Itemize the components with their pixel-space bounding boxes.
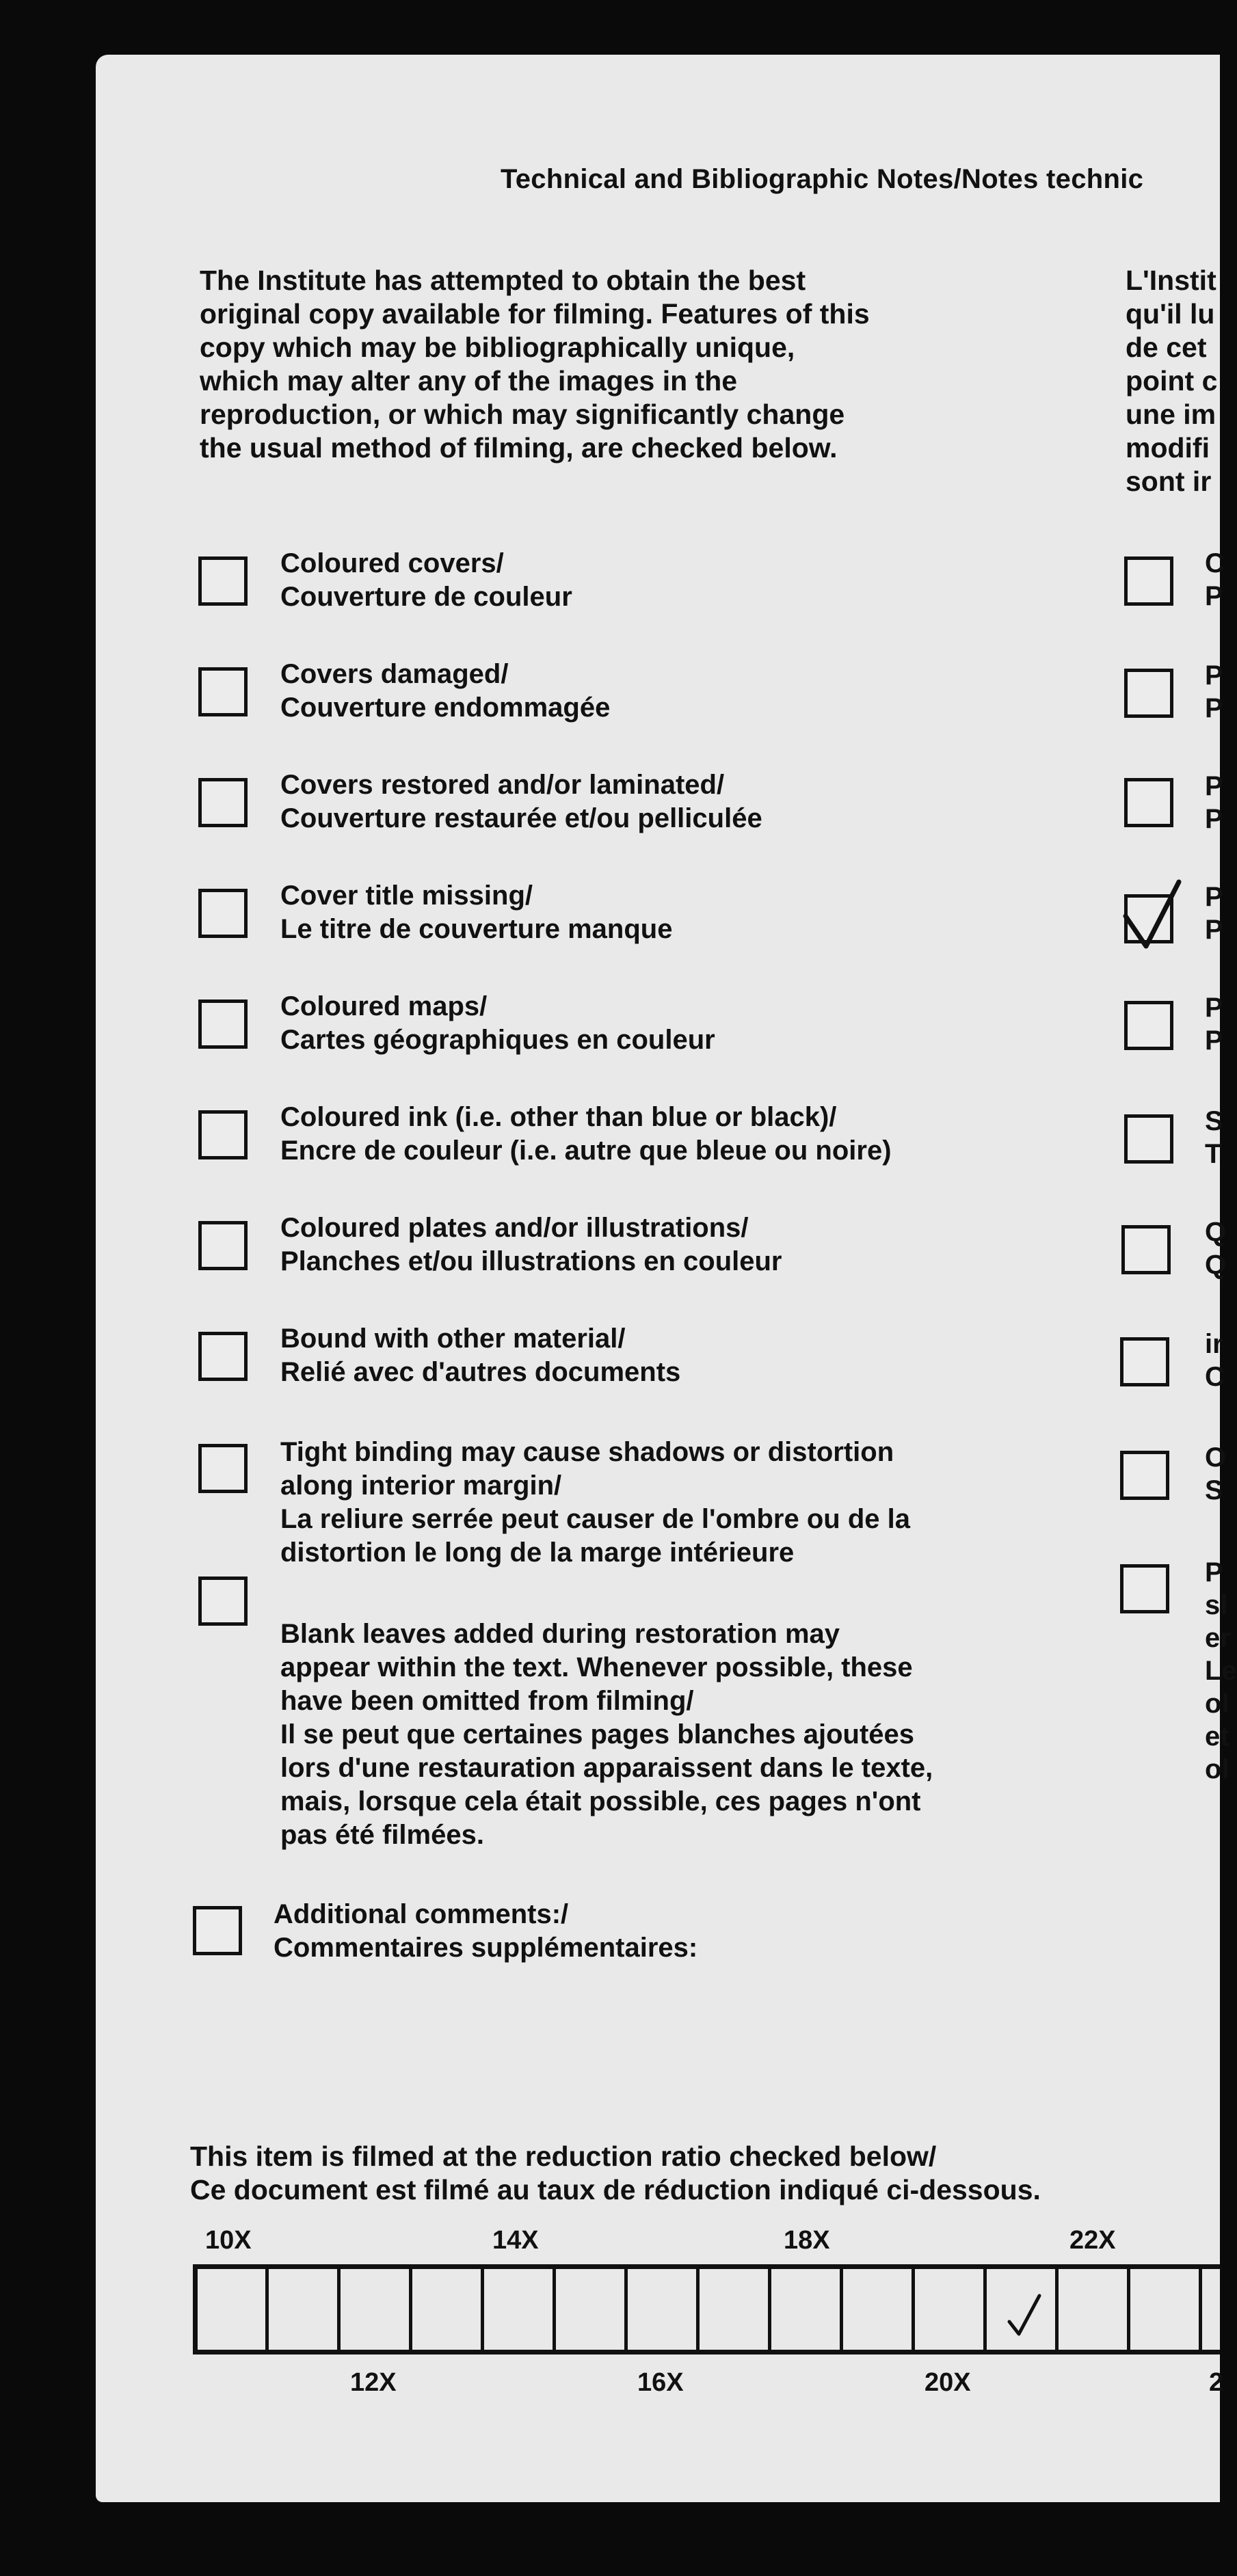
item-line: Blank leaves added during restoration may xyxy=(280,1619,840,1649)
item-fragment: Le xyxy=(1205,1656,1237,1686)
item-fragment: P xyxy=(1205,915,1223,945)
item-fragment: O xyxy=(1205,1443,1227,1473)
grid-divider xyxy=(1127,2269,1130,2350)
intro-line: original copy available for filming. Features of this xyxy=(200,298,870,330)
item-fragment: P xyxy=(1205,993,1223,1023)
item-line: Il se peut que certaines pages blanches ajoutées xyxy=(280,1719,915,1749)
grid-divider xyxy=(768,2269,771,2350)
ratio-label-24x-partial: 2 xyxy=(1209,2368,1224,2397)
right-item-3 xyxy=(1205,770,1223,835)
right-item-6 xyxy=(1205,1105,1223,1170)
checkbox-right-8[interactable] xyxy=(1120,1337,1169,1386)
item-fragment: sl xyxy=(1205,1590,1228,1620)
intro-line: copy which may be bibliographically unique, xyxy=(200,332,795,363)
item-line: Planches et/ou illustrations en couleur xyxy=(280,1246,782,1276)
item-cover-title-missing xyxy=(280,879,672,946)
item-fragment: T xyxy=(1205,1139,1222,1169)
item-fragment: C xyxy=(1205,1362,1225,1392)
grid-divider xyxy=(983,2269,987,2350)
checkbox-covers-damaged[interactable] xyxy=(198,667,248,716)
right-item-2 xyxy=(1205,659,1223,725)
checkbox-right-2[interactable] xyxy=(1124,669,1173,718)
item-line: Coloured ink (i.e. other than blue or black)/ xyxy=(280,1102,837,1132)
item-line: pas été filmées. xyxy=(280,1820,484,1850)
item-line: Coloured maps/ xyxy=(280,991,488,1021)
item-tight-binding xyxy=(280,1436,910,1570)
checkbox-right-3[interactable] xyxy=(1124,778,1173,827)
ratio-label-22x: 22X xyxy=(1069,2226,1116,2255)
grid-divider xyxy=(1199,2269,1202,2350)
item-additional-comments xyxy=(274,1898,697,1965)
checkbox-right-6[interactable] xyxy=(1124,1114,1173,1164)
ratio-label-18x: 18X xyxy=(784,2226,830,2255)
grid-divider xyxy=(624,2269,628,2350)
item-line: Coloured plates and/or illustrations/ xyxy=(280,1213,749,1243)
item-line: Relié avec d'autres documents xyxy=(280,1357,681,1387)
item-line: Couverture restaurée et/ou pelliculée xyxy=(280,803,762,833)
intro-line: which may alter any of the images in the xyxy=(200,365,738,397)
item-fragment: ir xyxy=(1205,1329,1223,1359)
item-line: Commentaires supplémentaires: xyxy=(274,1933,698,1963)
intro-line: the usual method of filming, are checked below. xyxy=(200,432,838,464)
item-fragment: ol xyxy=(1205,1689,1229,1719)
item-line: Encre de couleur (i.e. autre que bleue ou noire) xyxy=(280,1136,892,1166)
item-line: Tight binding may cause shadows or distortion xyxy=(280,1437,894,1467)
checkbox-coloured-ink[interactable] xyxy=(198,1110,248,1159)
item-fragment: P xyxy=(1205,1557,1223,1587)
item-blank-leaves xyxy=(280,1618,933,1852)
ratio-label-12x: 12X xyxy=(350,2368,397,2397)
item-coloured-maps xyxy=(280,990,715,1057)
item-line: Bound with other material/ xyxy=(280,1324,626,1354)
grid-divider xyxy=(840,2269,843,2350)
grid-divider xyxy=(265,2269,269,2350)
item-line: Covers restored and/or laminated/ xyxy=(280,770,725,800)
checkbox-covers-restored[interactable] xyxy=(198,778,248,827)
item-coloured-ink xyxy=(280,1101,892,1168)
checkbox-right-9[interactable] xyxy=(1120,1451,1169,1500)
item-fragment: Q xyxy=(1205,1217,1227,1247)
reduction-note xyxy=(190,2140,1041,2207)
item-fragment: ol xyxy=(1205,1754,1229,1784)
item-line: Additional comments:/ xyxy=(274,1899,569,1929)
checkbox-right-7[interactable] xyxy=(1121,1225,1171,1274)
item-line: distortion le long de la marge intérieure xyxy=(280,1538,795,1568)
item-coloured-plates xyxy=(280,1211,782,1278)
right-item-5 xyxy=(1205,991,1223,1057)
checkbox-coloured-maps[interactable] xyxy=(198,999,248,1049)
reduction-ratio-grid[interactable] xyxy=(193,2264,1220,2354)
item-line: along interior margin/ xyxy=(280,1471,562,1501)
grid-divider xyxy=(337,2269,341,2350)
item-line: mais, lorsque cela était possible, ces pages n'ont xyxy=(280,1786,921,1816)
ratio-label-14x: 14X xyxy=(492,2226,539,2255)
checkbox-cover-title-missing[interactable] xyxy=(198,889,248,938)
intro-line: L'Instit xyxy=(1126,265,1216,296)
right-item-10 xyxy=(1205,1556,1237,1786)
item-line: Couverture endommagée xyxy=(280,693,611,723)
item-fragment: et xyxy=(1205,1721,1229,1752)
ratio-checkmark-icon xyxy=(1005,2292,1046,2339)
item-line: Couverture de couleur xyxy=(280,582,572,612)
checkbox-additional-comments[interactable] xyxy=(193,1906,242,1955)
intro-line: qu'il lu xyxy=(1126,298,1215,330)
reduction-line-2: Ce document est filmé au taux de réduction indiqué ci-dessous. xyxy=(190,2174,1041,2205)
checkbox-right-1[interactable] xyxy=(1124,556,1173,606)
left-intro-paragraph xyxy=(200,264,870,465)
checkbox-coloured-plates[interactable] xyxy=(198,1221,248,1270)
intro-line: de cet xyxy=(1126,332,1207,363)
item-line: Coloured covers/ xyxy=(280,548,504,578)
right-item-9 xyxy=(1205,1441,1226,1507)
item-fragment: P xyxy=(1205,882,1223,912)
item-fragment: P xyxy=(1205,1025,1223,1056)
intro-line: The Institute has attempted to obtain the best xyxy=(200,265,806,296)
right-item-1 xyxy=(1205,547,1225,613)
item-line: Cartes géographiques en couleur xyxy=(280,1025,715,1055)
checkbox-bound-with-other[interactable] xyxy=(198,1332,248,1381)
item-fragment: P xyxy=(1205,693,1223,723)
intro-line: point c xyxy=(1126,365,1218,397)
item-line: Le titre de couverture manque xyxy=(280,914,673,944)
right-intro-paragraph xyxy=(1126,264,1217,498)
item-line: Cover title missing/ xyxy=(280,881,533,911)
item-covers-restored xyxy=(280,768,762,835)
item-fragment: Q xyxy=(1205,1250,1227,1280)
item-coloured-covers xyxy=(280,547,572,614)
intro-line: sont ir xyxy=(1126,466,1212,497)
item-line: La reliure serrée peut causer de l'ombre ou de la xyxy=(280,1504,910,1534)
right-item-7 xyxy=(1205,1216,1226,1281)
intro-line: modifi xyxy=(1126,432,1210,464)
item-fragment: P xyxy=(1205,581,1223,611)
grid-divider xyxy=(696,2269,700,2350)
item-line: Covers damaged/ xyxy=(280,659,509,689)
ratio-label-20x: 20X xyxy=(925,2368,971,2397)
page-title: Technical and Bibliographic Notes/Notes technic xyxy=(501,164,1144,194)
checkbox-right-10[interactable] xyxy=(1120,1564,1169,1613)
item-fragment: P xyxy=(1205,804,1223,834)
grid-divider xyxy=(1055,2269,1059,2350)
item-fragment: P xyxy=(1205,660,1223,690)
grid-divider xyxy=(553,2269,556,2350)
item-fragment: P xyxy=(1205,771,1223,801)
grid-divider xyxy=(481,2269,484,2350)
item-fragment: er xyxy=(1205,1623,1231,1653)
right-item-8 xyxy=(1205,1328,1225,1393)
intro-line: reproduction, or which may significantly change xyxy=(200,399,845,430)
right-item-4 xyxy=(1205,881,1223,946)
item-line: lors d'une restauration apparaissent dans le texte, xyxy=(280,1753,933,1783)
item-line: have been omitted from filming/ xyxy=(280,1686,694,1716)
checkbox-blank-leaves[interactable] xyxy=(198,1577,248,1626)
checkbox-tight-binding[interactable] xyxy=(198,1444,248,1493)
item-line: appear within the text. Whenever possible, these xyxy=(280,1652,913,1682)
item-fragment: C xyxy=(1205,548,1225,578)
checkbox-coloured-covers[interactable] xyxy=(198,556,248,606)
intro-line: une im xyxy=(1126,399,1216,430)
item-bound-with-other xyxy=(280,1322,680,1389)
reduction-line-1: This item is filmed at the reduction ratio checked below/ xyxy=(190,2141,937,2172)
item-covers-damaged xyxy=(280,658,610,725)
checkmark-icon xyxy=(1119,878,1187,953)
item-fragment: S xyxy=(1205,1475,1223,1505)
ratio-label-16x: 16X xyxy=(637,2368,684,2397)
item-fragment: S xyxy=(1205,1106,1223,1136)
ratio-label-10x: 10X xyxy=(205,2226,252,2255)
grid-divider xyxy=(912,2269,915,2350)
grid-divider xyxy=(409,2269,412,2350)
checkbox-right-5[interactable] xyxy=(1124,1001,1173,1050)
